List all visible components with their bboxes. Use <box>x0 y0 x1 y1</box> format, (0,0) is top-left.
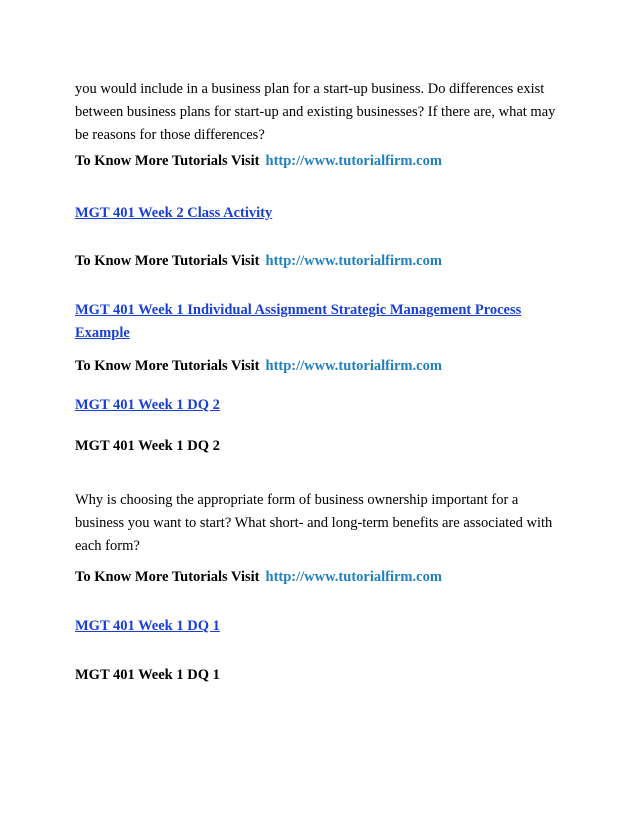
tutorial-visit-line <box>75 569 442 586</box>
link-text: MGT 401 Week 2 Class Activity <box>75 205 273 221</box>
link-text: MGT 401 Week 1 DQ 2 <box>75 397 220 413</box>
week1-individual-assignment-link[interactable] <box>75 299 521 345</box>
dq2-line: Why is choosing the appropriate form of business ownership important for a <box>75 492 519 508</box>
week2-class-activity-link[interactable] <box>75 202 272 225</box>
intro-line: between business plans for start-up and existing businesses? If there are, what may <box>75 104 556 120</box>
week1-dq2-heading: MGT 401 Week 1 DQ 2 <box>75 438 220 454</box>
dq2-line: each form? <box>75 538 140 554</box>
dq2-body-paragraph <box>75 489 575 558</box>
link-text: Example <box>75 325 130 341</box>
link-text: MGT 401 Week 1 Individual Assignment Strategic Management Process <box>75 302 522 318</box>
tutorial-url-link[interactable]: http://www.tutorialfirm.com <box>265 153 442 169</box>
link-text: MGT 401 Week 1 DQ 1 <box>75 618 220 634</box>
intro-paragraph <box>75 78 575 147</box>
tutorial-url-link[interactable]: http://www.tutorialfirm.com <box>265 358 442 374</box>
visit-prefix: To Know More Tutorials Visit <box>75 358 260 374</box>
week1-dq2-link[interactable] <box>75 394 220 417</box>
tutorial-visit-line <box>75 253 442 270</box>
visit-prefix: To Know More Tutorials Visit <box>75 153 260 169</box>
intro-line: you would include in a business plan for a start-up business. Do differences exist <box>75 81 545 97</box>
dq2-line: business you want to start? What short- and long-term benefits are associated with <box>75 515 553 531</box>
tutorial-visit-line <box>75 153 442 170</box>
tutorial-visit-line <box>75 358 442 375</box>
intro-line: be reasons for those differences? <box>75 127 265 143</box>
tutorial-url-link[interactable]: http://www.tutorialfirm.com <box>265 253 442 269</box>
tutorial-url-link[interactable]: http://www.tutorialfirm.com <box>265 569 442 585</box>
week1-dq1-heading: MGT 401 Week 1 DQ 1 <box>75 667 220 683</box>
visit-prefix: To Know More Tutorials Visit <box>75 253 260 269</box>
week1-dq1-link[interactable] <box>75 615 220 638</box>
visit-prefix: To Know More Tutorials Visit <box>75 569 260 585</box>
